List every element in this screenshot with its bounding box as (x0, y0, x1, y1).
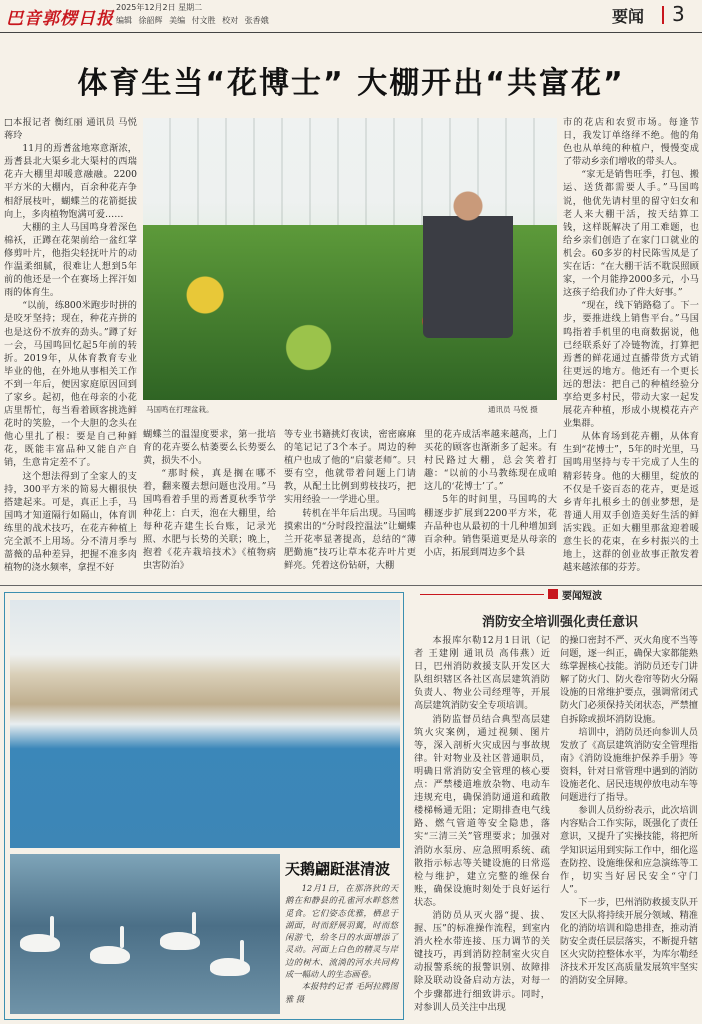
paragraph: “现在，线下销路稳了。下一步，要推进线上销售平台。”马国鸣指着手机里的电商数据说，他已经联系好了冷链物流，打算把焉耆的鲜花通过直播带货方式销往更远的地方。他还有一个更长远的想法：把自己的种植经验分享给更多村民，带动大家一起发展花卉种植，形成小规模花卉产业集群。 (563, 300, 699, 430)
paragraph: 里的花卉成活率越来越高，上门买花的顾客也渐渐多了起来。有村民路过大棚，总会笑着打趣：“以前的小马教练现在成咱这儿的‘花博士’了。” (424, 429, 557, 493)
news-col1 (414, 634, 550, 1022)
news-label-marker (548, 589, 558, 599)
editor-credits: 编辑 徐韶辉 美编 付文胜 校对 张香娥 (116, 16, 269, 25)
news-headline: 消防安全培训强化责任意识 (481, 615, 638, 630)
greenhouse-photo (143, 118, 557, 400)
page-number: 3 (672, 2, 685, 26)
paragraph: 大棚的主人马国鸣身着深色棉袄，正蹲在花架前给一盆红掌修剪叶片，他指尖轻抚叶片的动作温柔细腻，很难让人想到5年前的他还是一个在赛场上挥汗如雨的体育生。 (4, 221, 137, 299)
paragraph: 12月1日，在那洛狄的天鹅在和静县的孔雀河水畔悠然觅食。它们姿态优雅，栖息于湖面，时而舒展羽翼，时而悠闲游弋，给冬日的水面增添了灵动。河面上白色的精灵与岸边的树木、流淌的河水共同构成一幅动人的生态画卷。 (285, 883, 398, 980)
swan-neck (50, 916, 54, 938)
paragraph: “家无是销售旺季，打包、搬运、送货都需要人手。”马国鸣说，他优先请村里的留守妇女和老人来大棚干活，按天结算工钱，这样既解决了用工难题，也给乡亲们创造了在家门口就业的机会。60多岁的村民陈雪凤是了实在话：“在大棚干活不耽误照顾家，一个月能挣2000多元，小马这孩子给我们办了件大好事。” (563, 169, 699, 299)
main-story-col5 (563, 116, 699, 580)
swan-credit: 本报特约记者 毛阿拉腾图雅 摄 (285, 981, 398, 1004)
newspaper-logo: 巴音郭楞日报 (6, 9, 114, 29)
paragraph: 从体育场到花卉棚，从体育生到“花博士”，5年的时光里，马国鸣用坚持与专干完成了人生的精彩转身。他的大棚里，绽放的不仅是千姿百态的花卉，更是返乡青年扎根乡土的创业梦想，是普通人用双手创造美好生活的鲜活实践。正如大棚里那盆迎着暖意生长的花束，在乡村振兴的土地上，这群的创业故事正散发着越来越浓郁的芬芳。 (563, 431, 699, 574)
paragraph: 转机在半年后出现。马国鸣摸索出的“分时段控温法”让蝴蝶兰开花率显著提高，总结的“薄肥勤施”技巧让草本花卉叶片更鲜亮。凭着这份钻研，大棚 (284, 507, 416, 571)
paragraph: 等专业书籍挑灯夜读，密密麻麻的笔记记了3个本子。周边的种植户也成了他的“启蒙老师”。只要有空，他就带着问题上门请教，从配土比例到剪枝技巧，把实用经验一一学进心里。 (284, 429, 416, 506)
lake-landscape-photo (10, 600, 400, 848)
paragraph: 消防员从灭火器“提、拔、握、压”的标准操作流程，到室内消火栓水带连接、压力调节的关键技巧，再到消防控制室火灾自动报警系统的报警识别、故障排除及联动设备启动方法，对每一个步骤都进行细致讲示。同时，对参训人员关注中出现 (414, 909, 550, 1013)
swan-neck (120, 926, 124, 948)
swan-headline: 天鹅翩跹湛清波 (285, 860, 391, 878)
paragraph: 本报库尔勒12月1日讯（记者 王建刚 通讯员 高伟燕）近日，巴州消防救援支队开发区大队组织辖区各社区高层建筑消防负责人、物业公司经理等，开展高层建筑消防安全专项培训。 (414, 635, 550, 712)
main-story-col1 (4, 116, 137, 580)
paragraph: “那时候，真是搁在哪不着，翻来覆去想问题也没用。”马国鸣看着手里的焉耆夏秋季节学种花上：白天，泡在大棚里，给每种花卉建生长台账，记录光照、水肥与长势的关联；晚上，抱着《花卉栽培技术》《植物病虫害防治》 (143, 468, 276, 571)
section-title: 要闻 (612, 7, 645, 26)
paragraph: 蝴蝶兰的温湿度要求，第一批培育的花卉要么枯萎要么长势要么黄，损失不小。 (143, 429, 276, 467)
paragraph: 这个想法得到了全家人的支持，300平方米的简易大棚很快搭建起来。可是，真正上手，马国鸣才知道隔行如隔山，体育训练里的战术技巧，在花卉种植上完全派不上用场。分不清月季与蔷薇的品种差异，把握不准多肉植物的浇水频率，拿捏不好 (4, 470, 137, 574)
news-section-label: 要闻短波 (562, 591, 602, 602)
main-story-col3 (284, 428, 416, 580)
main-headline: 体育生当“花博士” 大棚开出“共富花” (77, 66, 625, 101)
paragraph: 培训中，消防员还向参训人员发放了《高层建筑消防安全管理指南》《消防设施维护保养手册》等资料，针对日常管理中遇到的消防设施老化、居民违规停放电动车等问题进行了指导。 (560, 726, 698, 804)
swan-text (285, 882, 398, 1005)
photo-caption: 马国鸣在打理盆栽。 (146, 405, 214, 414)
swan (210, 958, 250, 976)
paragraph: 参训人员纷纷表示，此次培训内容贴合工作实际，既强化了责任意识，又提升了实操技能，将把所学知识运用到实际工作中，细化巡查防控、设施维保和应急演练等工作，切实当好居民安全“守门人”。 (560, 805, 698, 895)
paragraph: 的操口密封不严、灭火角度不当等问题，逐一纠正，确保大家都能熟练掌握核心技能。消防员还专门讲解了防火门、防火卷帘等防火分隔设施的日常维护要点，强调常闭式防火门必须保持关闭状态，严禁擅自拆除或损坏消防设施。 (560, 635, 698, 725)
paragraph: 消防监督员结合典型高层建筑火灾案例，通过视频、图片等，深入剖析火灾成因与事故规律。针对物业及社区普通职员，明确日常消防安全管理的核心要点：严禁楼道堆放杂物、电动车违规充电，确保消防通道和疏散楼梯畅通无阻；定期排查电气线路、燃气管道等安全隐患，落实“三清三关”管理要求；加强对消防水泵房、应急照明系统、疏散指示标志等关键设施的日常巡检与维护，建立完整的维保台账，确保设施时刻处于良好运行状态。 (414, 713, 550, 908)
byline: □本报记者 衡红丽 通讯员 马悦 蒋玲 (4, 117, 137, 142)
paragraph: 市的花店和农贸市场。每逢节日，我发订单络绎不绝。他的角色也从单纯的种植户，慢慢变成了带动乡亲们增收的带头人。 (563, 117, 699, 168)
masthead-rule (0, 32, 702, 33)
swan-neck (240, 940, 244, 962)
swan (90, 946, 130, 964)
farmer-figure (423, 188, 513, 338)
news-label-rule (420, 594, 544, 595)
swan (20, 934, 60, 952)
section-divider (662, 6, 664, 24)
photo-credit: 通讯员 马悦 摄 (488, 405, 538, 414)
paragraph: 下一步，巴州消防救援支队开发区大队将持续开展分领域、精准化的消防培训和隐患排查，推动消防安全责任层层落实，不断提升辖区火灾防控整体水平，为库尔勒经济技术开发区高质量发展筑牢坚实的消防安全屏障。 (560, 896, 698, 987)
paragraph: 11月的焉耆盆地寒意渐浓，焉耆县北大渠乡北大渠村的西瑞花卉大棚里却暖意融融。2200平方米的大棚内，百余种花卉争相舒展枝叶，蝴蝶兰的花箭挺拔向上，多肉植物饱满可爱…… (4, 143, 137, 220)
news-col2 (560, 634, 698, 1022)
main-story-col4 (424, 428, 557, 580)
swan-neck (192, 912, 196, 934)
paragraph: 5年的时间里，马国鸣的大棚逐步扩展到2200平方米，花卉品种也从最初的十几种增加到百余种。销售渠道更是从母亲的小店，拓展到周边多个县 (424, 494, 557, 558)
section-rule (0, 585, 702, 586)
paragraph: “以前，练800米跑步时拼的是咬牙坚持；现在，种花卉拼的也是这份不放弃的劲头。”蹲了好一会，马国鸣回忆起5年前的转折。2019年，从体育教育专业毕业的他，在外地从事相关工作不到一年后，便因家庭原因回到了家乡。起初，他在母亲的小花店里帮忙，每当看着顾客挑选鲜花时的笑脸，一个大胆的念头在他心里扎了根：要是自己种鲜花，既能丰富品种又能自产自销，生意肯定差不了。 (4, 300, 137, 469)
swans-photo (10, 854, 280, 1014)
main-story-col2 (143, 428, 276, 580)
issue-date: 2025年12月2日 星期二 (116, 3, 203, 12)
swan (160, 932, 200, 950)
